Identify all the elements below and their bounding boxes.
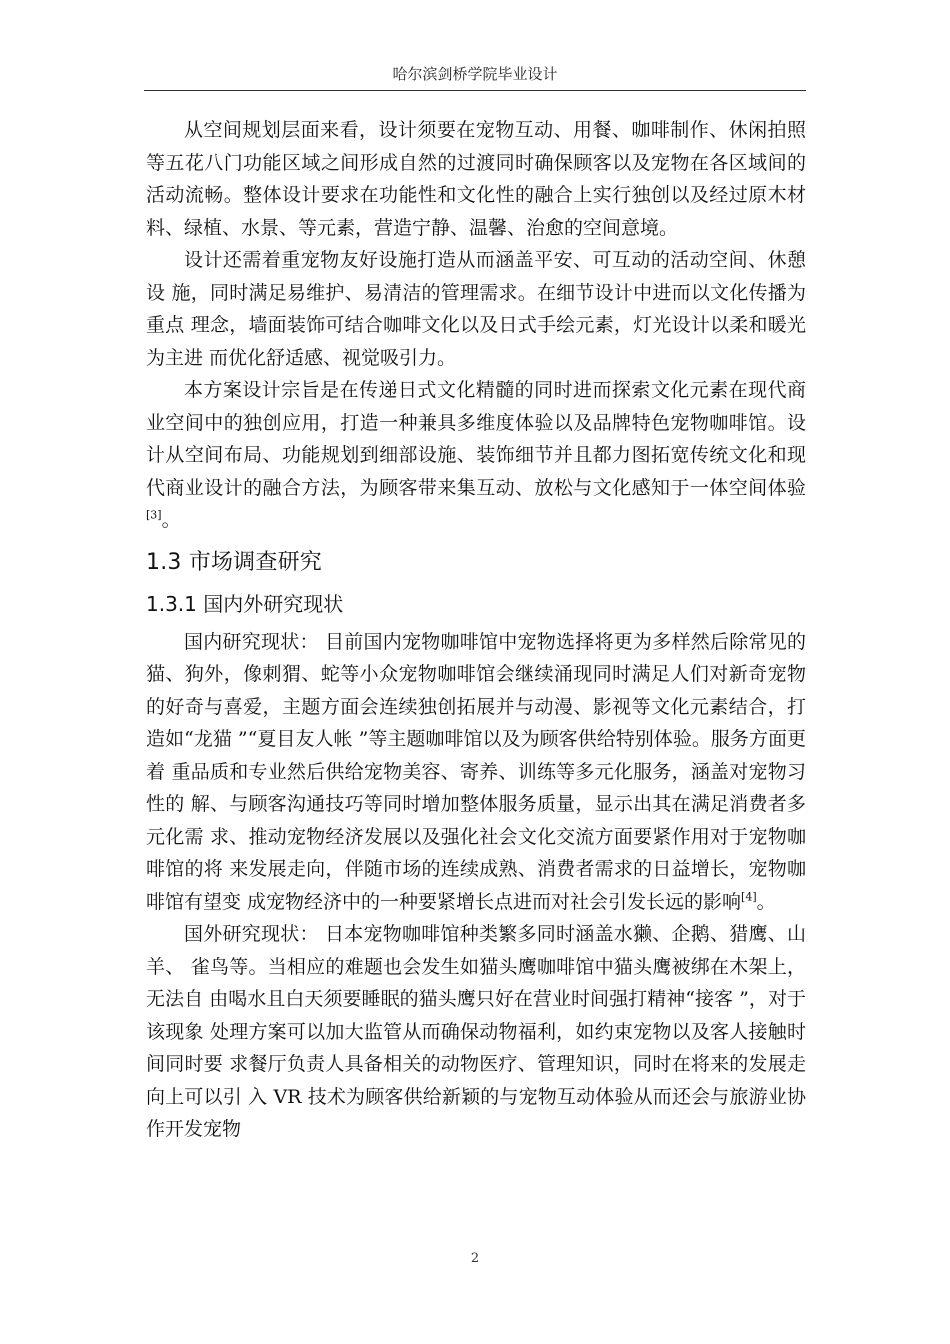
paragraph-text: 国内研究现状： 目前国内宠物咖啡馆中宠物选择将更为多样然后除常见的猫、狗外，像刺猬、蛇等小众宠物咖啡馆会继续涌现同时满足人们对新奇宠物的好奇与喜爱，主题方面会连续独创拓展并与动漫、影视等文化元素结合，打造如“龙猫 ”“夏目友人帐 ”等主题咖啡馆以及为顾客供给特别体验。服务方面更着 重品质和专业然后供给宠物美容、寄养、训练等多元化服务，涵盖对宠物习性的 解、与顾客沟通技巧等同时增加整体服务质量，显示出其在满足消费者多元化需 求、推动宠物经济发展以及强化社会文化交流方面要紧作用对于宠物咖啡馆的将 来发展走向，伴随市场的连续成熟、消费者需求的日益增长，宠物咖啡馆有望变 成宠物经济中的一种要紧增长点进而对社会引发长远的影响 [146,630,806,913]
citation-4: [4] [741,890,757,904]
paragraph-end-punctuation: 。 [756,890,776,913]
paragraph-pet-facilities: 设计还需着重宠物友好设施打造从而涵盖平安、可互动的活动空间、休憩设 施，同时满足易维护、易清洁的管理需求。在细节设计中进而以文化传播为重点 理念，墙面装饰可结合咖啡文化以及日式手绘元素，灯光设计以柔和暖光为主进 而优化舒适感、视觉吸引力。 [146,249,806,369]
page-number: 2 [470,1251,480,1266]
citation-3: [3] [146,508,162,522]
paragraph-design-purpose [146,374,806,537]
page-header: 哈尔滨剑桥学院毕业设计 [144,64,806,91]
paragraph-domestic-research [146,626,806,919]
paragraph-text: 本方案设计宗旨是在传递日式文化精髓的同时进而探索文化元素在现代商业空间中的独创应用，打造一种兼具多维度体验以及品牌特色宠物咖啡馆。设计从空间布局、功能规划到细部设施、装饰细节并且都力图拓宽传统文化和现代商业设计的融合方法，为顾客带来集互动、放松与文化感知于一体空间体验 [146,379,806,499]
paragraph-foreign-research: 国外研究现状： 日本宠物咖啡馆种类繁多同时涵盖水獭、企鹅、猎鹰、山羊、 雀鸟等。当相应的难题也会发生如猫头鹰咖啡馆中猫头鹰被绑在木架上，无法自 由喝水且白天须要睡眠的猫头鹰只好在营业时间强打精神“接客 ”，对于该现象 处理方案可以加大监管从而确保动物福利，如约束宠物以及客人接触时间同时要 求餐厅负责人具备相关的动物医疗、管理知识，同时在将来的发展走向上可以引 入 VR 技术为顾客供给新颖的与宠物互动体验从而还会与旅游业协作开发宠物 [146,923,806,1140]
paragraph-space-planning: 从空间规划层面来看，设计须要在宠物互动、用餐、咖啡制作、休闲拍照等五花八门功能区域之间形成自然的过渡同时确保顾客以及宠物在各区域间的活动流畅。整体设计要求在功能性和文化性的融合上实行独创以及经过原木材料、绿植、水景、等元素，营造宁静、温馨、治愈的空间意境。 [146,119,806,239]
subsection-heading: 1.3.1 国内外研究现状 [146,591,344,616]
paragraph-end-punctuation: 。 [161,509,181,531]
section-heading: 1.3 市场调查研究 [146,549,322,575]
page-content [146,114,806,1146]
